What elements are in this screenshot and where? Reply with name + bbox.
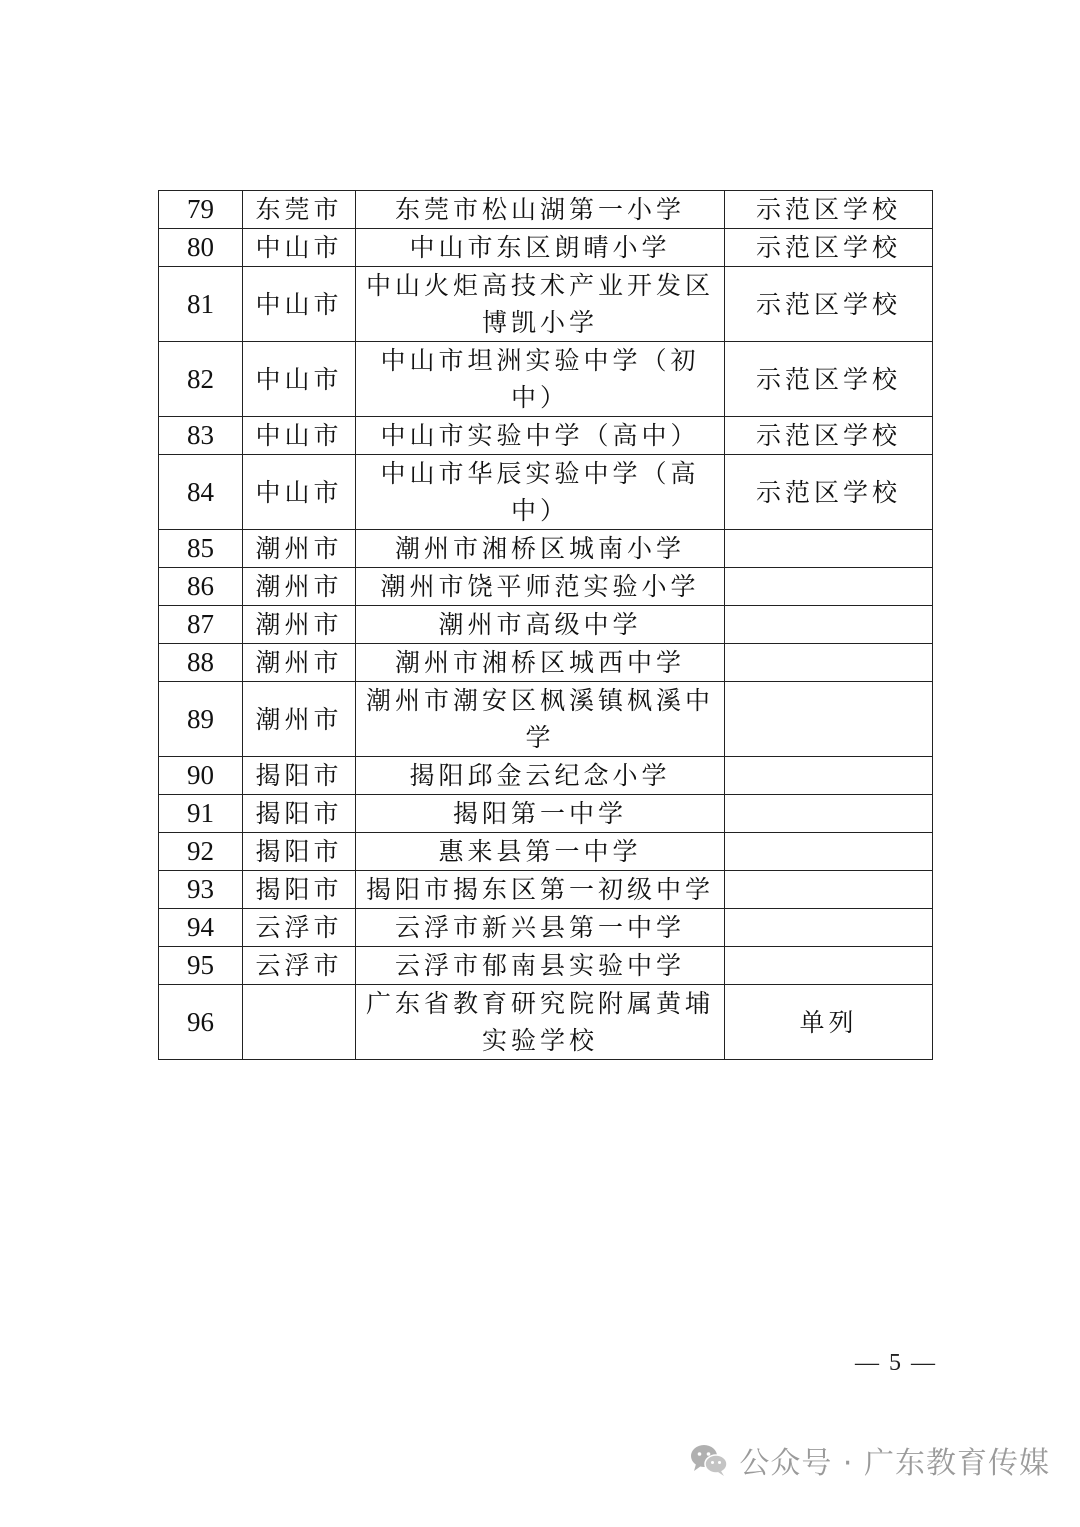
row-number-cell: 80 bbox=[159, 229, 243, 267]
city-cell: 中山市 bbox=[243, 342, 356, 417]
school-name-cell: 云浮市新兴县第一中学 bbox=[356, 909, 725, 947]
row-number-cell: 84 bbox=[159, 455, 243, 530]
note-cell bbox=[725, 871, 933, 909]
city-cell: 潮州市 bbox=[243, 644, 356, 682]
row-number-cell: 82 bbox=[159, 342, 243, 417]
page-number: — 5 — bbox=[855, 1350, 937, 1376]
table-row bbox=[159, 947, 933, 985]
row-number-cell: 91 bbox=[159, 795, 243, 833]
row-number-cell: 81 bbox=[159, 267, 243, 342]
school-name-cell: 东莞市松山湖第一小学 bbox=[356, 191, 725, 229]
note-cell: 示范区学校 bbox=[725, 191, 933, 229]
school-name-cell: 潮州市湘桥区城西中学 bbox=[356, 644, 725, 682]
row-number-cell: 85 bbox=[159, 530, 243, 568]
city-cell: 云浮市 bbox=[243, 947, 356, 985]
note-cell bbox=[725, 947, 933, 985]
note-cell: 示范区学校 bbox=[725, 342, 933, 417]
table-row bbox=[159, 229, 933, 267]
note-cell bbox=[725, 530, 933, 568]
row-number-cell: 94 bbox=[159, 909, 243, 947]
table-row bbox=[159, 985, 933, 1060]
note-cell: 单列 bbox=[725, 985, 933, 1060]
note-cell: 示范区学校 bbox=[725, 229, 933, 267]
row-number-cell: 87 bbox=[159, 606, 243, 644]
note-cell bbox=[725, 682, 933, 757]
table-row bbox=[159, 757, 933, 795]
row-number-cell: 86 bbox=[159, 568, 243, 606]
city-cell: 中山市 bbox=[243, 267, 356, 342]
city-cell: 揭阳市 bbox=[243, 757, 356, 795]
wechat-icon bbox=[689, 1442, 729, 1478]
table-row bbox=[159, 267, 933, 342]
note-cell: 示范区学校 bbox=[725, 417, 933, 455]
school-name-cell: 潮州市高级中学 bbox=[356, 606, 725, 644]
table-row bbox=[159, 568, 933, 606]
school-name-cell: 云浮市郁南县实验中学 bbox=[356, 947, 725, 985]
school-name-cell: 揭阳第一中学 bbox=[356, 795, 725, 833]
city-cell: 中山市 bbox=[243, 455, 356, 530]
note-cell bbox=[725, 909, 933, 947]
note-cell bbox=[725, 795, 933, 833]
school-name-cell: 惠来县第一中学 bbox=[356, 833, 725, 871]
school-name-cell: 广东省教育研究院附属黄埔实验学校 bbox=[356, 985, 725, 1060]
row-number-cell: 83 bbox=[159, 417, 243, 455]
city-cell: 潮州市 bbox=[243, 568, 356, 606]
city-cell: 云浮市 bbox=[243, 909, 356, 947]
watermark-text: 公众号 · 广东教育传媒 bbox=[739, 1446, 1050, 1481]
note-cell bbox=[725, 757, 933, 795]
city-cell: 潮州市 bbox=[243, 530, 356, 568]
table-row bbox=[159, 644, 933, 682]
city-cell: 东莞市 bbox=[243, 191, 356, 229]
note-cell: 示范区学校 bbox=[725, 455, 933, 530]
row-number-cell: 79 bbox=[159, 191, 243, 229]
table-row bbox=[159, 191, 933, 229]
city-cell: 揭阳市 bbox=[243, 833, 356, 871]
school-name-cell: 揭阳邱金云纪念小学 bbox=[356, 757, 725, 795]
row-number-cell: 88 bbox=[159, 644, 243, 682]
school-name-cell: 揭阳市揭东区第一初级中学 bbox=[356, 871, 725, 909]
school-name-cell: 中山市坦洲实验中学（初中） bbox=[356, 342, 725, 417]
row-number-cell: 90 bbox=[159, 757, 243, 795]
table-row bbox=[159, 606, 933, 644]
row-number-cell: 95 bbox=[159, 947, 243, 985]
school-name-cell: 中山市华辰实验中学（高中） bbox=[356, 455, 725, 530]
school-name-cell: 潮州市潮安区枫溪镇枫溪中学 bbox=[356, 682, 725, 757]
table-row bbox=[159, 909, 933, 947]
note-cell bbox=[725, 644, 933, 682]
table-row bbox=[159, 833, 933, 871]
city-cell bbox=[243, 985, 356, 1060]
school-name-cell: 中山市东区朗晴小学 bbox=[356, 229, 725, 267]
note-cell: 示范区学校 bbox=[725, 267, 933, 342]
school-name-cell: 潮州市湘桥区城南小学 bbox=[356, 530, 725, 568]
row-number-cell: 89 bbox=[159, 682, 243, 757]
table-row bbox=[159, 682, 933, 757]
note-cell bbox=[725, 606, 933, 644]
table-row bbox=[159, 795, 933, 833]
note-cell bbox=[725, 568, 933, 606]
table-row bbox=[159, 871, 933, 909]
school-name-cell: 中山市实验中学（高中） bbox=[356, 417, 725, 455]
school-name-cell: 中山火炬高技术产业开发区博凯小学 bbox=[356, 267, 725, 342]
school-name-cell: 潮州市饶平师范实验小学 bbox=[356, 568, 725, 606]
table-row bbox=[159, 455, 933, 530]
city-cell: 揭阳市 bbox=[243, 871, 356, 909]
city-cell: 中山市 bbox=[243, 229, 356, 267]
school-list-table bbox=[158, 190, 933, 1060]
city-cell: 潮州市 bbox=[243, 606, 356, 644]
note-cell bbox=[725, 833, 933, 871]
table-row bbox=[159, 417, 933, 455]
row-number-cell: 96 bbox=[159, 985, 243, 1060]
watermark bbox=[689, 1440, 1050, 1480]
city-cell: 潮州市 bbox=[243, 682, 356, 757]
table-body bbox=[159, 191, 933, 1060]
table-row bbox=[159, 342, 933, 417]
table-row bbox=[159, 530, 933, 568]
city-cell: 揭阳市 bbox=[243, 795, 356, 833]
row-number-cell: 93 bbox=[159, 871, 243, 909]
city-cell: 中山市 bbox=[243, 417, 356, 455]
row-number-cell: 92 bbox=[159, 833, 243, 871]
